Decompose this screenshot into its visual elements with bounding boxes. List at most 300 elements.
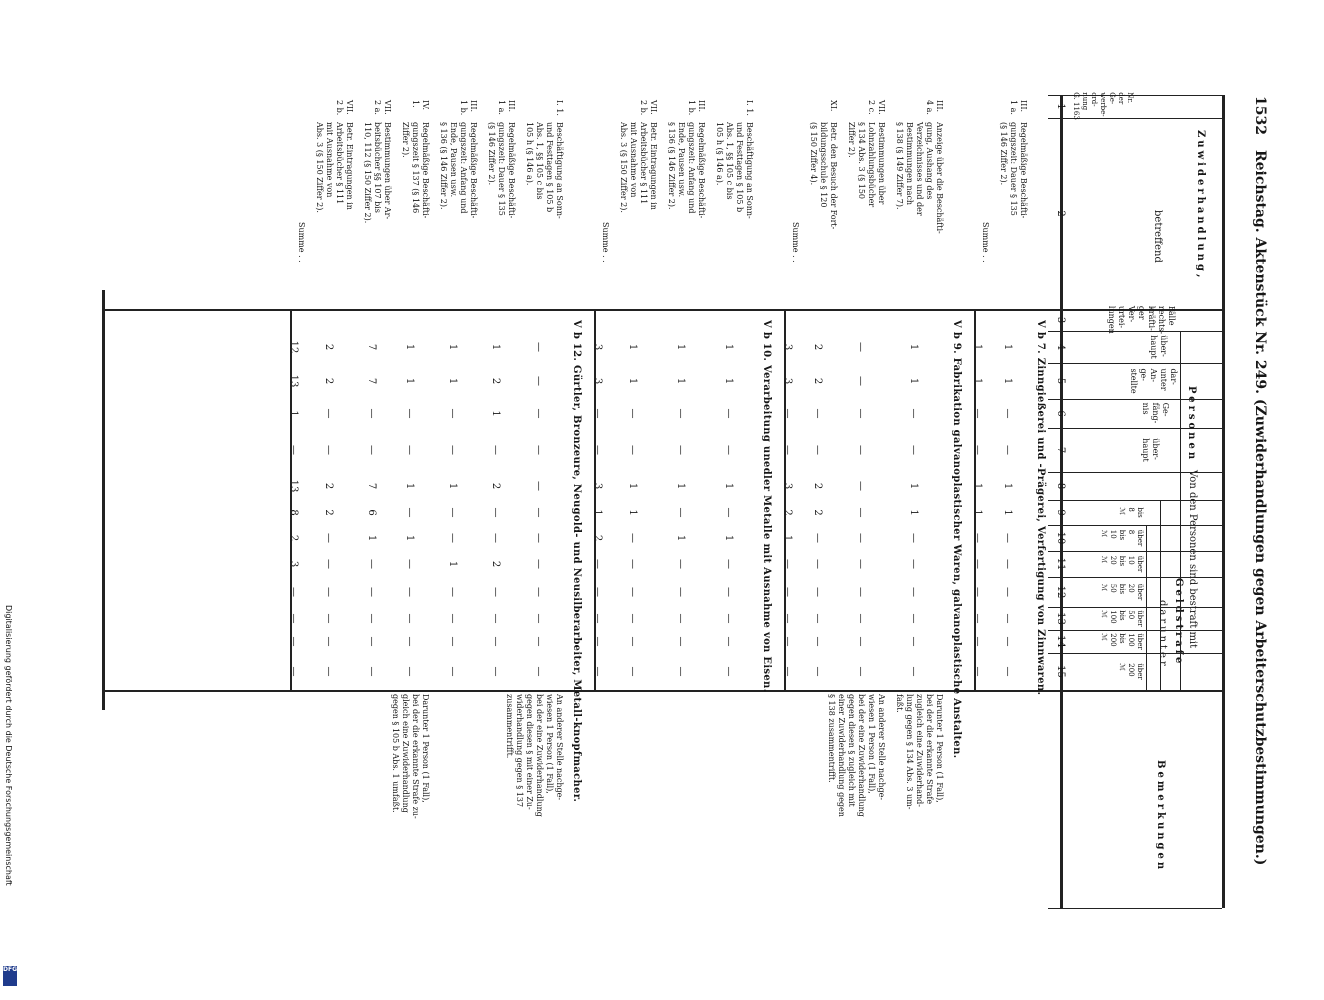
row-value: 1 xyxy=(908,343,919,351)
row-value: — xyxy=(627,445,638,455)
row-value: 1 xyxy=(447,560,458,568)
row-value: 1 xyxy=(1002,377,1013,385)
row-value: — xyxy=(675,445,686,455)
column-divider xyxy=(1048,428,1222,429)
row-description: Betr. den Besuch der Fort- bildungsschule § 120 (§ 150 Ziffer 4). xyxy=(809,122,838,230)
row-value: — xyxy=(972,408,983,419)
row-value: — xyxy=(675,587,686,597)
row-value: — xyxy=(812,613,823,624)
column-divider xyxy=(1048,551,1222,552)
section-heading: V b 9. Fabrikation galvanoplastischer Waren, galvanoplastische Anstalten. xyxy=(951,320,962,759)
geldstrafe-header: Geldstrafe xyxy=(1173,578,1184,667)
row-value: 1 xyxy=(627,377,638,385)
column-number: 5 xyxy=(1055,377,1066,385)
row-value: — xyxy=(723,613,734,624)
row-value: — xyxy=(812,445,823,455)
row-nr: III. 4 a. xyxy=(925,100,944,115)
row-value: — xyxy=(447,666,458,677)
row-value: 1 xyxy=(723,534,734,542)
row-value: — xyxy=(404,613,415,624)
column-divider xyxy=(1048,399,1222,400)
column-divider xyxy=(1048,653,1222,654)
column-number: 13 xyxy=(1055,612,1066,625)
row-description: Regelmäßige Beschäfti- gungszeit: Anfang und Ende, Pausen usw. § 136 (§ 146 Ziffer 2). xyxy=(667,122,706,219)
row-value: 13 xyxy=(288,374,299,388)
row-value: 1 xyxy=(447,482,458,490)
row-value: — xyxy=(782,445,793,455)
column-divider xyxy=(1048,607,1222,608)
row-value: — xyxy=(812,666,823,677)
betreffend-header: betreffend xyxy=(1152,210,1163,263)
row-value: 1 xyxy=(1002,509,1013,516)
row-value: — xyxy=(723,559,734,569)
row-value: — xyxy=(533,376,544,386)
row-description: Bestimmungen über Ar- beitsbücher §§ 107 bis 110, 112 (§ 150 Ziffer 2). xyxy=(363,122,392,224)
row-value: 1 xyxy=(1002,482,1013,490)
row-value: — xyxy=(675,636,686,647)
row-value: 3 xyxy=(592,482,603,490)
row-value: — xyxy=(675,666,686,677)
summe-label: Summe . . xyxy=(601,222,610,263)
row-value: 2 xyxy=(323,509,334,516)
row-note: Darunter 1 Person (1 Fall), bei der die erkannte Strafe zu- gleich eine Zuwiderhandlung gegen § 105 b Abs. 1 umfaßt. xyxy=(391,694,430,819)
bemerkungen-header: Bemerkungen xyxy=(1155,760,1166,873)
row-value: 8 xyxy=(288,509,299,516)
row-value: — xyxy=(723,587,734,597)
row-value: — xyxy=(533,666,544,677)
row-value: — xyxy=(855,587,866,597)
row-value: — xyxy=(627,613,638,624)
row-value: 1 xyxy=(675,343,686,351)
row-nr: IV. 1. xyxy=(411,100,430,111)
column-number: 12 xyxy=(1055,585,1066,599)
page-number: 1532 xyxy=(1252,96,1268,135)
row-value: 2 xyxy=(323,482,334,490)
column-number: 10 xyxy=(1055,531,1066,545)
row-value: — xyxy=(972,587,983,597)
row-value: — xyxy=(723,666,734,677)
footer-text: Digitalisierung gefördert durch die Deutsche Forschungsgemeinschaft xyxy=(4,605,13,886)
row-value: — xyxy=(447,636,458,647)
row-value: — xyxy=(447,408,458,419)
page-title: Reichstag. Aktenstück Nr. 249. (Zuwiderhandlungen gegen Arbeiterschutzbestimmungen.) xyxy=(1252,150,1268,866)
row-nr: III. 1 b. xyxy=(687,100,706,116)
column-number: 7 xyxy=(1055,446,1066,454)
row-value: 1 xyxy=(1002,343,1013,351)
row-value: — xyxy=(855,376,866,386)
row-note: Darunter 1 Person (1 Fall), bei der die erkannte Strafe zugleich eine Zuwiderhand- lung gegen § 134 Abs. 3 um- faßt. xyxy=(895,694,944,810)
bestraft-header: Von den Personen sind bestraft mit xyxy=(1187,470,1198,649)
row-value: — xyxy=(855,342,866,352)
row-value: — xyxy=(592,636,603,647)
row-value: 1 xyxy=(723,482,734,490)
header-bottom-border xyxy=(1060,95,1063,908)
row-nr: VII. 2 b. xyxy=(639,100,658,116)
row-value: — xyxy=(782,666,793,677)
row-value: — xyxy=(447,613,458,624)
bestraft-subdivider xyxy=(1180,399,1181,690)
row-value: — xyxy=(592,559,603,569)
row-value: — xyxy=(972,613,983,624)
row-value: — xyxy=(592,666,603,677)
row-value: 1 xyxy=(908,377,919,385)
column-divider xyxy=(1048,630,1222,631)
personen-ueberhaupt-header: über- haupt xyxy=(1149,335,1168,359)
column-number: 2 xyxy=(1055,210,1066,217)
row-value: 1 xyxy=(288,410,299,417)
row-value: 3 xyxy=(782,377,793,385)
row-value: — xyxy=(908,533,919,543)
row-value: — xyxy=(908,445,919,455)
row-value: — xyxy=(533,613,544,624)
row-value: — xyxy=(366,587,377,597)
row-value: — xyxy=(1002,613,1013,624)
row-nr: VII. 2 a. xyxy=(373,100,392,115)
row-value: 1 xyxy=(447,343,458,351)
row-value: — xyxy=(288,445,299,455)
row-value: 1 xyxy=(908,482,919,490)
row-value: 2 xyxy=(812,343,823,351)
row-value: — xyxy=(404,507,415,518)
row-value: 2 xyxy=(323,377,334,385)
row-value: — xyxy=(782,613,793,624)
column-divider xyxy=(1048,500,1222,501)
row-value: — xyxy=(288,636,299,647)
geldstrafe-class-header: über 200 ℳ xyxy=(1118,663,1144,680)
personen-subdivider xyxy=(1180,331,1181,399)
row-value: 1 xyxy=(627,509,638,516)
row-value: — xyxy=(1002,666,1013,677)
row-description: Regelmäßige Beschäfti- gungszeit § 137 (§ 146 Ziffer 2). xyxy=(401,122,430,219)
row-value: 1 xyxy=(972,377,983,385)
angestellte-header: dar- unter An- ge- stellte xyxy=(1129,368,1178,394)
row-value: — xyxy=(723,636,734,647)
zuwiderhandlung-header: Zuwiderhandlung, xyxy=(1195,130,1206,281)
row-value: — xyxy=(592,587,603,597)
row-value: — xyxy=(855,481,866,491)
row-value: — xyxy=(366,445,377,455)
row-value: — xyxy=(855,636,866,647)
row-value: — xyxy=(323,445,334,455)
row-value: — xyxy=(366,666,377,677)
column-divider xyxy=(102,309,1222,311)
row-value: — xyxy=(723,445,734,455)
darunter-subdivider xyxy=(1146,525,1147,690)
row-value: 1 xyxy=(972,343,983,351)
row-value: — xyxy=(404,408,415,419)
row-value: — xyxy=(675,559,686,569)
row-value: — xyxy=(323,636,334,647)
table-bottom-border xyxy=(102,290,105,710)
column-number: 11 xyxy=(1055,557,1066,571)
row-value: — xyxy=(288,666,299,677)
row-description: Betr. Eintragungen in Arbeitsbücher § 111 mit Ausnahme von Abs. 3 (§ 150 Ziffer 2). xyxy=(315,122,354,213)
row-value: — xyxy=(490,533,501,543)
row-value: — xyxy=(908,666,919,677)
column-divider xyxy=(1048,363,1222,364)
row-value: — xyxy=(627,533,638,543)
summe-divider xyxy=(594,309,596,690)
row-value: 1 xyxy=(675,534,686,542)
row-value: — xyxy=(490,613,501,624)
geldstrafe-class-header: über 8 bis 10 ℳ xyxy=(1100,529,1144,547)
row-value: — xyxy=(675,507,686,518)
row-value: — xyxy=(627,559,638,569)
row-nr: III. 1 b. xyxy=(459,100,478,116)
row-value: — xyxy=(812,533,823,543)
row-value: — xyxy=(447,533,458,543)
row-description: Regelmäßige Beschäfti- gungszeit: Dauer § 135 (§ 146 Ziffer 2). xyxy=(487,122,516,219)
row-description: Beschäftigung an Sonn- und Festtagen § 105 b Abs. 1, §§ 105 c bis 105 h (§ 146 a). xyxy=(715,122,754,219)
row-value: — xyxy=(812,587,823,597)
row-value: 2 xyxy=(592,534,603,542)
row-value: 6 xyxy=(366,509,377,516)
summe-divider xyxy=(974,309,976,690)
row-value: — xyxy=(812,408,823,419)
faelle-header: Fälle rechts- kräfti- ger Ver- urtei- lungen xyxy=(1107,305,1176,335)
row-value: — xyxy=(675,408,686,419)
row-value: 1 xyxy=(404,482,415,490)
row-value: — xyxy=(533,408,544,419)
row-value: — xyxy=(855,507,866,518)
row-value: — xyxy=(855,533,866,543)
row-value: 3 xyxy=(592,377,603,385)
column-divider xyxy=(1048,577,1222,578)
row-value: — xyxy=(404,636,415,647)
geldstrafe-class-header: über 20 bis 50 ℳ xyxy=(1100,583,1144,601)
column-divider xyxy=(1048,525,1222,526)
column-number: 9 xyxy=(1055,509,1066,516)
row-value: — xyxy=(366,636,377,647)
row-value: — xyxy=(972,445,983,455)
column-number: 15 xyxy=(1055,665,1066,678)
row-value: 3 xyxy=(288,560,299,568)
geldstrafe-class-header: über 10 bis 20 ℳ xyxy=(1100,555,1144,573)
darunter-header: darunter xyxy=(1157,600,1168,669)
row-value: — xyxy=(1002,408,1013,419)
row-value: 2 xyxy=(812,377,823,385)
row-value: 12 xyxy=(288,340,299,354)
row-value: 7 xyxy=(366,482,377,490)
row-value: — xyxy=(908,559,919,569)
row-value: 1 xyxy=(972,482,983,490)
row-description: Bestimmungen über Lohnzahlungsbücher § 134 Abs. 3 (§ 150 Ziffer 2). xyxy=(847,122,886,208)
row-value: 3 xyxy=(782,343,793,351)
row-value: 1 xyxy=(972,509,983,516)
row-value: — xyxy=(812,636,823,647)
row-value: — xyxy=(908,636,919,647)
row-value: — xyxy=(323,533,334,543)
geldstrafe-class-header: über 50 bis 100 ℳ xyxy=(1100,610,1144,627)
row-value: 1 xyxy=(723,343,734,351)
summe-label: Summe . . xyxy=(981,222,990,263)
row-value: — xyxy=(908,587,919,597)
row-value: — xyxy=(490,587,501,597)
row-value: — xyxy=(855,559,866,569)
row-value: — xyxy=(972,666,983,677)
geldstrafe-ueberhaupt-header: über- haupt xyxy=(1141,438,1160,462)
row-value: 2 xyxy=(323,343,334,351)
row-value: — xyxy=(812,559,823,569)
column-number: 8 xyxy=(1055,482,1066,490)
row-value: — xyxy=(288,587,299,597)
row-value: 1 xyxy=(404,534,415,542)
column-divider xyxy=(1048,472,1222,473)
section-heading: V b 12. Gürtler, Bronzeure, Neugold- und Neusilberarbeiter, Metall-knopfmacher. xyxy=(571,320,582,803)
row-value: — xyxy=(490,666,501,677)
row-value: — xyxy=(447,587,458,597)
row-value: 1 xyxy=(675,377,686,385)
row-value: 1 xyxy=(490,410,501,417)
geldstrafe-class-header: bis 8 ℳ xyxy=(1118,507,1144,518)
row-value: — xyxy=(447,445,458,455)
row-value: — xyxy=(288,613,299,624)
row-value: — xyxy=(592,445,603,455)
row-value: 2 xyxy=(782,509,793,516)
row-value: 3 xyxy=(592,343,603,351)
row-value: 13 xyxy=(288,479,299,493)
row-value: 2 xyxy=(812,482,823,490)
row-value: — xyxy=(908,408,919,419)
row-value: — xyxy=(533,533,544,543)
row-value: — xyxy=(366,408,377,419)
row-value: 2 xyxy=(490,377,501,385)
row-value: — xyxy=(675,613,686,624)
column-divider xyxy=(102,690,1222,692)
row-nr: I. 1. xyxy=(555,100,564,116)
row-value: — xyxy=(592,408,603,419)
row-value: — xyxy=(533,636,544,647)
row-value: — xyxy=(404,559,415,569)
row-value: — xyxy=(855,613,866,624)
row-value: — xyxy=(404,587,415,597)
column-number: 1 xyxy=(1055,103,1066,110)
row-value: — xyxy=(855,445,866,455)
summe-label: Summe . . xyxy=(791,222,800,263)
gefaengnis-header: Ge- fäng- nis xyxy=(1141,402,1170,424)
row-value: — xyxy=(533,342,544,352)
row-value: 1 xyxy=(627,482,638,490)
row-value: — xyxy=(323,613,334,624)
row-description: Anzeige über die Beschäfti- gung, Aushang des Verzeichnisses und der Bestimmungen nach § 138 (§ 149 Ziffer 7). xyxy=(895,122,944,234)
row-value: — xyxy=(404,445,415,455)
row-value: — xyxy=(490,507,501,518)
row-value: — xyxy=(533,445,544,455)
row-value: — xyxy=(627,408,638,419)
personen-header: Personen xyxy=(1186,386,1197,463)
row-value: — xyxy=(627,636,638,647)
row-value: — xyxy=(782,636,793,647)
section-heading: V b 7. Zinngießerei und -Prägerei, Verfertigung von Zinnwaren. xyxy=(1035,320,1046,696)
row-value: 2 xyxy=(490,482,501,490)
row-value: — xyxy=(908,613,919,624)
row-nr: XI. xyxy=(829,100,838,112)
row-value: 1 xyxy=(447,377,458,385)
row-value: — xyxy=(533,481,544,491)
row-value: — xyxy=(782,587,793,597)
row-value: — xyxy=(723,408,734,419)
row-value: — xyxy=(404,666,415,677)
row-note: An anderer Stelle nachge- wiesen 1 Person (1 Fall), bei der eine Zuwiderhandlung gegen diesen § mit einer Zu- widerhandlung gegen § 137 zusammentrifft. xyxy=(505,694,564,817)
row-value: 1 xyxy=(675,482,686,490)
row-value: — xyxy=(1002,587,1013,597)
row-value: 1 xyxy=(404,343,415,351)
row-value: — xyxy=(490,445,501,455)
row-description: Regelmäßige Beschäfti- gungszeit: Dauer § 135 (§ 146 Ziffer 2). xyxy=(999,122,1028,219)
row-value: 1 xyxy=(592,509,603,516)
row-value: — xyxy=(855,408,866,419)
row-value: — xyxy=(490,636,501,647)
row-value: 2 xyxy=(490,560,501,568)
geldstrafe-subdivider xyxy=(1160,500,1161,690)
row-value: — xyxy=(1002,636,1013,647)
summe-label: Summe . . xyxy=(297,222,306,263)
row-value: — xyxy=(782,408,793,419)
row-value: — xyxy=(323,559,334,569)
column-number: 14 xyxy=(1055,635,1066,648)
row-value: — xyxy=(323,408,334,419)
column-number: 6 xyxy=(1055,410,1066,417)
row-description: Betr. Eintragungen in Arbeitsbücher § 111 mit Ausnahme von Abs. 3 (§ 150 Ziffer 2). xyxy=(619,122,658,213)
row-value: — xyxy=(447,507,458,518)
row-value: 1 xyxy=(490,343,501,351)
row-value: — xyxy=(323,587,334,597)
dfg-logo: DFG xyxy=(3,966,17,986)
row-value: 1 xyxy=(404,377,415,385)
row-description: Beschäftigung an Sonn- und Festtagen § 105 b Abs. 1, §§ 105 c bis 105 h (§ 146 a). xyxy=(525,122,564,219)
row-value: 1 xyxy=(366,534,377,542)
row-value: — xyxy=(366,613,377,624)
row-value: — xyxy=(855,666,866,677)
row-value: 2 xyxy=(812,509,823,516)
section-heading: V b 10. Verarbeitung unedler Metalle mit Ausnahme von Eisen. xyxy=(761,320,772,693)
row-value: — xyxy=(366,559,377,569)
row-note: An anderer Stelle nachge- wiesen 1 Person (1 Fall), bei der eine Zuwiderhandlung gegen diesen § zugleich mit einer Zuwiderhandlung gegen § 138 zusammentrifft. xyxy=(827,694,886,817)
geldstrafe-class-header: über 100 bis 200 ℳ xyxy=(1100,633,1144,650)
row-value: — xyxy=(592,613,603,624)
summe-divider xyxy=(290,309,292,690)
row-value: — xyxy=(782,559,793,569)
row-value: 1 xyxy=(908,509,919,516)
row-value: — xyxy=(723,507,734,518)
row-nr: III. 1 a. xyxy=(497,100,516,115)
row-nr: VII. 2 c. xyxy=(867,100,886,115)
row-value: 1 xyxy=(782,534,793,542)
row-description: Regelmäßige Beschäfti- gungszeit: Anfang und Ende, Pausen usw. § 136 (§ 146 Ziffer 2). xyxy=(439,122,478,219)
row-value: — xyxy=(1002,559,1013,569)
nr-header: Nr. der Ge- werbe- ord- nung G. 1163 xyxy=(1072,92,1134,120)
row-value: 2 xyxy=(288,534,299,542)
row-value: — xyxy=(627,587,638,597)
table-top-border xyxy=(1222,95,1225,908)
row-value: 3 xyxy=(782,482,793,490)
row-value: — xyxy=(972,636,983,647)
row-nr: I. 1. xyxy=(745,100,754,116)
column-divider xyxy=(1048,908,1222,909)
row-value: 7 xyxy=(366,343,377,351)
column-number: 4 xyxy=(1055,343,1066,351)
row-value: — xyxy=(533,507,544,518)
row-nr: VII. 2 b. xyxy=(335,100,354,116)
row-value: — xyxy=(972,559,983,569)
row-value: — xyxy=(1002,445,1013,455)
column-number: 3 xyxy=(1055,316,1066,324)
row-nr: III. 1 a. xyxy=(1009,100,1028,115)
row-value: 7 xyxy=(366,377,377,385)
summe-divider xyxy=(784,309,786,690)
row-value: — xyxy=(1002,533,1013,543)
row-value: — xyxy=(533,559,544,569)
